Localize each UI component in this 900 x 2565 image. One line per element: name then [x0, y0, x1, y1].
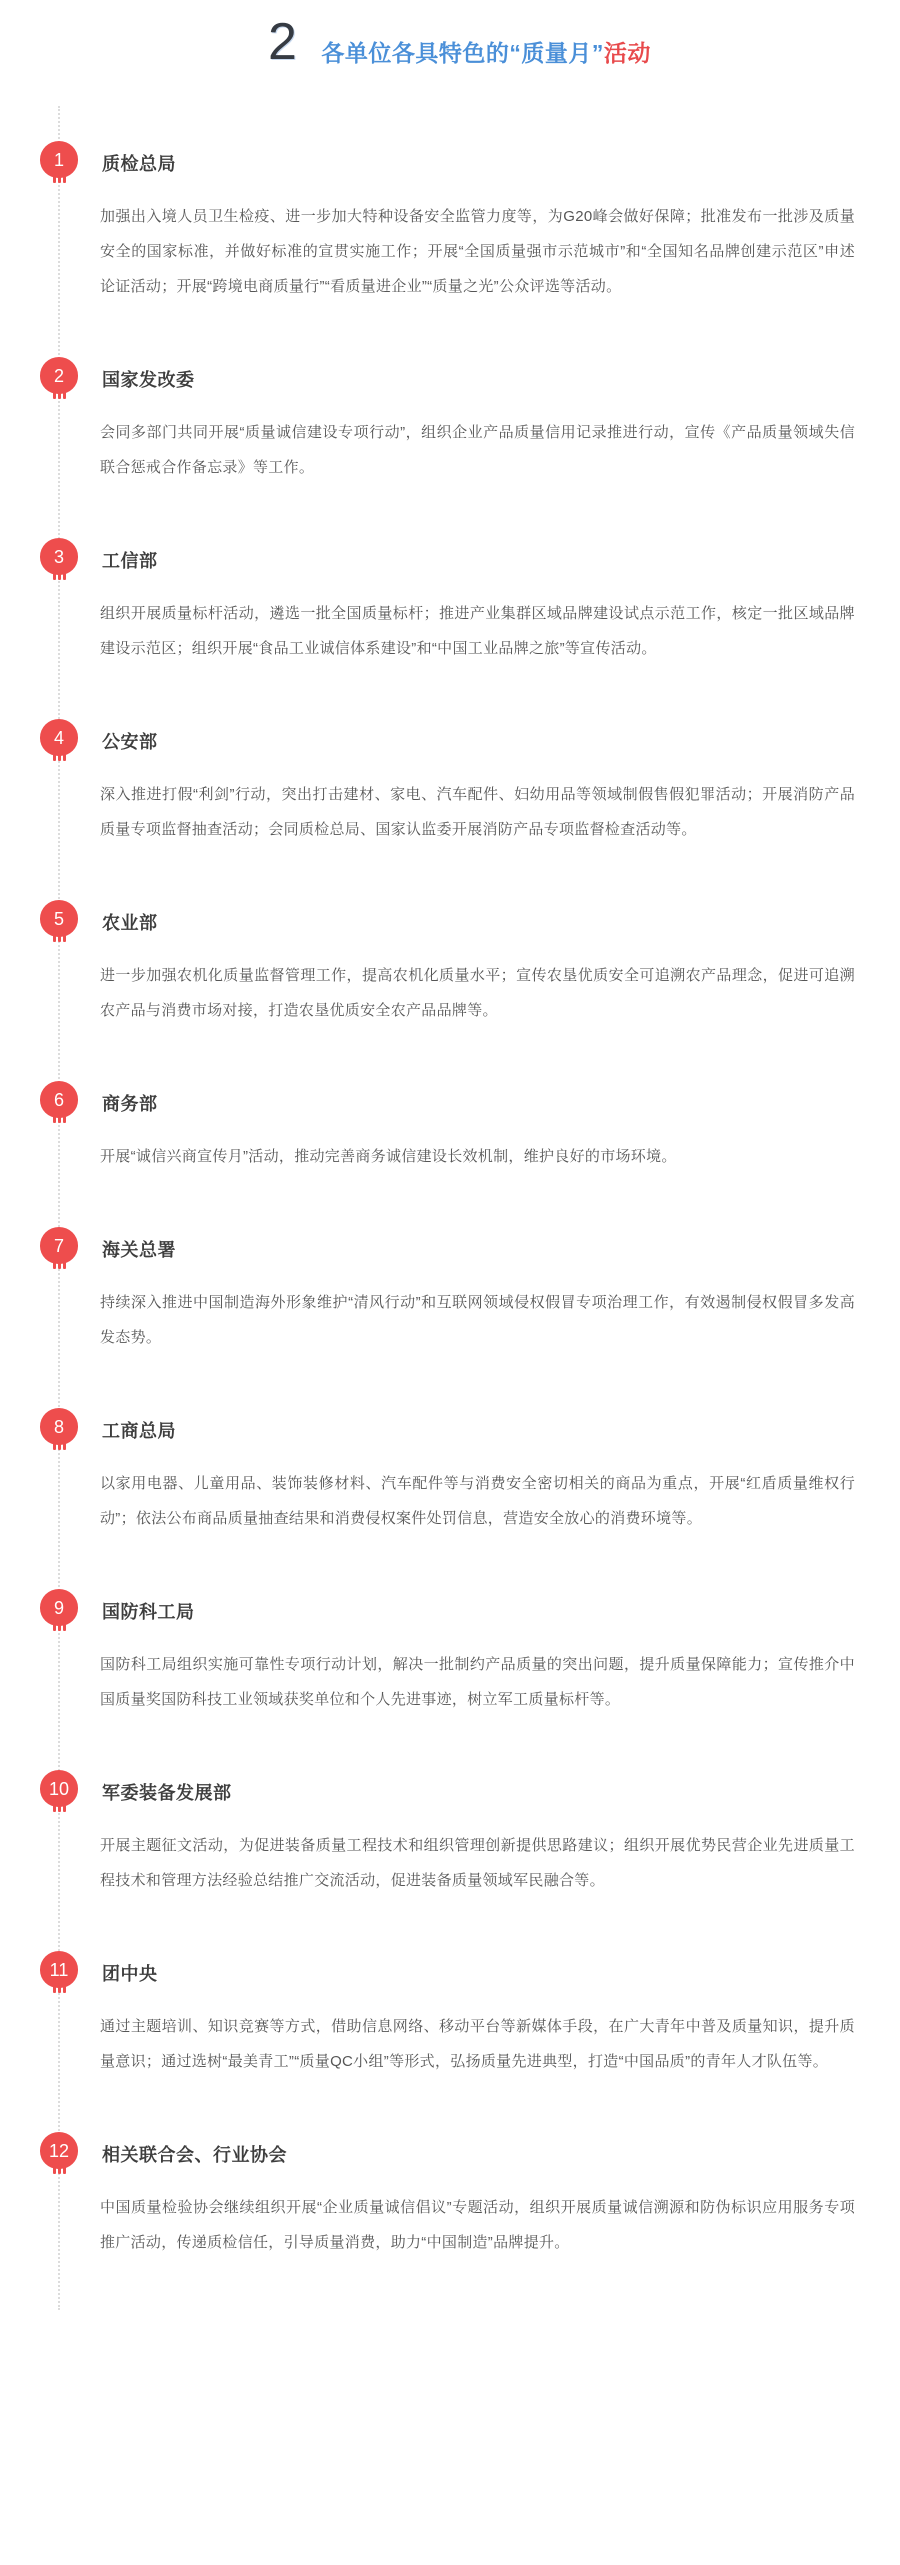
- list-item: [40, 539, 855, 666]
- lantern-tassels: [40, 1986, 78, 1993]
- lantern-number-icon: [40, 358, 78, 399]
- item-body-text: 加强出入境人员卫生检疫、进一步加大特种设备安全监管力度等，为G20峰会做好保障；批准发布一批涉及质量安全的国家标准，并做好标准的宣贯实施工作；开展“全国质量强市示范城市”和“全国知名品牌创建示范区”申述论证活动；开展“跨境电商质量行”“看质量进企业”“质量之光”公众评选等活动。: [100, 208, 855, 295]
- item-number-badge: 1: [40, 141, 78, 178]
- item-body-text: 进一步加强农机化质量监督管理工作，提高农机化质量水平；宣传农垦优质安全可追溯农产品理念，促进可追溯农产品与消费市场对接，打造农垦优质安全农产品品牌等。: [100, 967, 855, 1019]
- item-title: 工信部: [102, 550, 158, 571]
- item-body-text: 以家用电器、儿童用品、装饰装修材料、汽车配件等与消费安全密切相关的商品为重点，开展“红盾质量维权行动”；依法公布商品质量抽查结果和消费侵权案件处罚信息，营造安全放心的消费环境等。: [100, 1475, 855, 1527]
- item-header: [40, 2133, 855, 2174]
- item-body-text: 持续深入推进中国制造海外形象维护“清风行动”和互联网领域侵权假冒专项治理工作，有效遏制侵权假冒多发高发态势。: [100, 1294, 855, 1346]
- lantern-tassels: [40, 392, 78, 399]
- item-header: [40, 1590, 855, 1631]
- lantern-tassels: [40, 2167, 78, 2174]
- item-number-badge: 7: [40, 1227, 78, 1264]
- lantern-tassels: [40, 754, 78, 761]
- item-title: 质检总局: [102, 153, 176, 174]
- item-number-badge: 2: [40, 357, 78, 394]
- section-number: 2: [268, 13, 297, 71]
- section-title-main: 各单位各具特色的“质量月”: [321, 40, 604, 66]
- lantern-tassels: [40, 176, 78, 183]
- list-item: [40, 720, 855, 847]
- item-title: 工商总局: [102, 1420, 176, 1441]
- lantern-number-icon: [40, 1228, 78, 1269]
- lantern-number-icon: [40, 1590, 78, 1631]
- item-body-text: 开展“诚信兴商宣传月”活动，推动完善商务诚信建设长效机制，维护良好的市场环境。: [100, 1148, 677, 1165]
- lantern-tassels: [40, 935, 78, 942]
- lantern-tassels: [40, 1624, 78, 1631]
- item-number-badge: 8: [40, 1408, 78, 1445]
- item-header: [40, 142, 855, 183]
- item-number-badge: 6: [40, 1081, 78, 1118]
- item-body-text: 组织开展质量标杆活动，遴选一批全国质量标杆；推进产业集群区域品牌建设试点示范工作，核定一批区域品牌建设示范区；组织开展“食品工业诚信体系建设”和“中国工业品牌之旅”等宣传活动。: [100, 605, 855, 657]
- item-title: 海关总署: [102, 1239, 176, 1260]
- list-item: [40, 1082, 855, 1174]
- item-body-text: 中国质量检验协会继续组织开展“企业质量诚信倡议”专题活动，组织开展质量诚信溯源和防伪标识应用服务专项推广活动，传递质检信任，引导质量消费，助力“中国制造”品牌提升。: [100, 2199, 855, 2251]
- item-header: [40, 720, 855, 761]
- list-item: [40, 901, 855, 1028]
- list-item: [40, 1409, 855, 1536]
- item-number-badge: 12: [40, 2132, 78, 2169]
- section-title: [321, 40, 651, 66]
- item-body-text: 会同多部门共同开展“质量诚信建设专项行动”，组织企业产品质量信用记录推进行动，宣传《产品质量领域失信联合惩戒合作备忘录》等工作。: [100, 424, 855, 476]
- item-title: 公安部: [102, 731, 158, 752]
- item-header: [40, 901, 855, 942]
- item-title: 国家发改委: [102, 369, 195, 390]
- item-title: 军委装备发展部: [102, 1782, 232, 1803]
- lantern-number-icon: [40, 539, 78, 580]
- item-body-text: 通过主题培训、知识竞赛等方式，借助信息网络、移动平台等新媒体手段，在广大青年中普及质量知识，提升质量意识；通过选树“最美青工”“质量QC小组”等形式，弘扬质量先进典型，打造“中国品质”的青年人才队伍等。: [100, 2018, 855, 2070]
- lantern-number-icon: [40, 720, 78, 761]
- item-header: [40, 1409, 855, 1450]
- item-header: [40, 358, 855, 399]
- item-title: 国防科工局: [102, 1601, 195, 1622]
- section-header: [0, 0, 900, 96]
- lantern-tassels: [40, 1116, 78, 1123]
- lantern-number-icon: [40, 142, 78, 183]
- item-header: [40, 539, 855, 580]
- list-item: [40, 1952, 855, 2079]
- item-body-text: 深入推进打假“利剑”行动，突出打击建材、家电、汽车配件、妇幼用品等领域制假售假犯罪活动；开展消防产品质量专项监督抽查活动；会同质检总局、国家认监委开展消防产品专项监督检查活动等。: [100, 786, 855, 838]
- item-title: 商务部: [102, 1093, 158, 1114]
- item-number-badge: 11: [40, 1951, 78, 1988]
- item-title: 团中央: [102, 1963, 158, 1984]
- lantern-tassels: [40, 573, 78, 580]
- activity-list: [40, 142, 855, 2260]
- item-title: 农业部: [102, 912, 158, 933]
- lantern-number-icon: [40, 2133, 78, 2174]
- item-body-text: 开展主题征文活动，为促进装备质量工程技术和组织管理创新提供思路建议；组织开展优势民营企业先进质量工程技术和管理方法经验总结推广交流活动，促进装备质量领域军民融合等。: [100, 1837, 855, 1889]
- lantern-number-icon: [40, 1082, 78, 1123]
- section-title-accent: 活动: [603, 40, 651, 66]
- list-item: [40, 142, 855, 304]
- item-body-text: 国防科工局组织实施可靠性专项行动计划，解决一批制约产品质量的突出问题，提升质量保障能力；宣传推介中国质量奖国防科技工业领域获奖单位和个人先进事迹，树立军工质量标杆等。: [100, 1656, 855, 1708]
- item-number-badge: 10: [40, 1770, 78, 1807]
- item-number-badge: 3: [40, 538, 78, 575]
- list-item: [40, 2133, 855, 2260]
- item-number-badge: 5: [40, 900, 78, 937]
- section-title-block: [321, 16, 651, 66]
- item-number-badge: 9: [40, 1589, 78, 1626]
- list-item: [40, 1590, 855, 1717]
- item-header: [40, 1771, 855, 1812]
- lantern-number-icon: [40, 1409, 78, 1450]
- item-header: [40, 1228, 855, 1269]
- item-title: 相关联合会、行业协会: [102, 2144, 287, 2165]
- item-number-badge: 4: [40, 719, 78, 756]
- lantern-tassels: [40, 1262, 78, 1269]
- lantern-number-icon: [40, 1952, 78, 1993]
- lantern-tassels: [40, 1805, 78, 1812]
- lantern-number-icon: [40, 1771, 78, 1812]
- list-item: [40, 1228, 855, 1355]
- lantern-tassels: [40, 1443, 78, 1450]
- item-header: [40, 1082, 855, 1123]
- list-item: [40, 358, 855, 485]
- item-header: [40, 1952, 855, 1993]
- lantern-number-icon: [40, 901, 78, 942]
- list-item: [40, 1771, 855, 1898]
- activity-timeline: [0, 96, 900, 2310]
